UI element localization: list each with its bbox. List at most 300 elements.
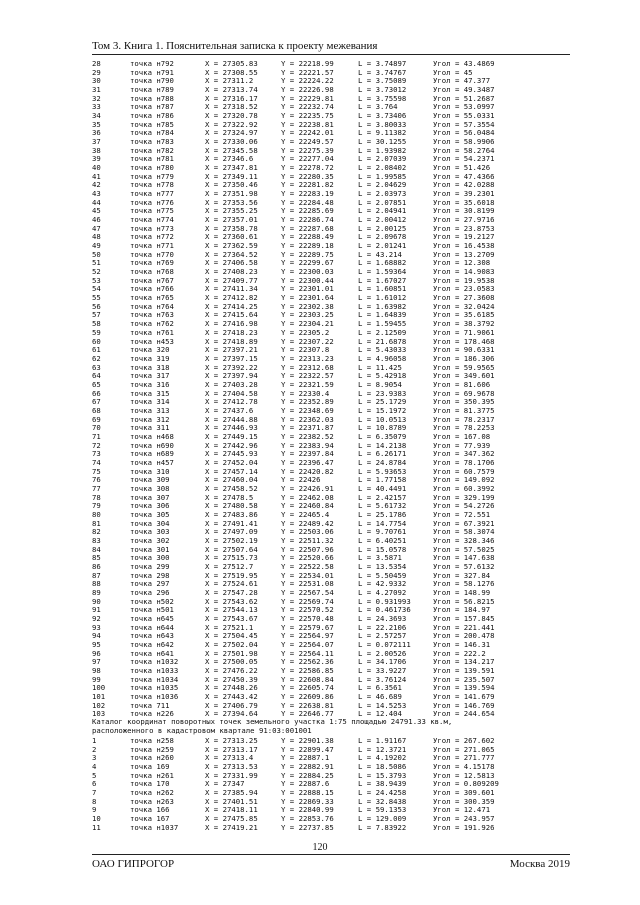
x-coordinate: X = 27515.73	[205, 553, 258, 563]
segment-length: L = 14.2138	[358, 440, 407, 450]
segment-length: L = 1.77158	[358, 475, 407, 485]
point-name: точка н785	[130, 119, 174, 129]
bearing-angle: Угол = 222.2	[433, 648, 486, 658]
point-name: точка н791	[130, 67, 174, 77]
point-name: точка н258	[130, 736, 174, 745]
y-coordinate: Y = 22348.69	[281, 405, 334, 415]
y-coordinate: Y = 22229.81	[281, 93, 334, 103]
x-coordinate: X = 27385.94	[205, 788, 258, 798]
point-name: точка н1033	[130, 666, 179, 676]
point-name: точка 312	[130, 414, 170, 424]
y-coordinate: Y = 22249.57	[281, 137, 334, 147]
point-name: точка н786	[130, 111, 174, 121]
bearing-angle: Угол = 57.6132	[433, 561, 495, 571]
bearing-angle: Угол = 16.4538	[433, 241, 495, 251]
y-coordinate: Y = 22534.01	[281, 570, 334, 580]
x-coordinate: X = 27311.2	[205, 76, 254, 86]
bearing-angle: Угол = 56.8215	[433, 596, 495, 606]
x-coordinate: X = 27524.61	[205, 579, 258, 589]
segment-length: L = 30.1255	[358, 137, 407, 147]
footer-rule	[92, 854, 570, 855]
y-coordinate: Y = 22235.75	[281, 111, 334, 121]
segment-length: L = 3.80033	[358, 119, 407, 129]
bearing-angle: Угол = 32.0424	[433, 301, 495, 311]
segment-length: L = 2.09678	[358, 232, 407, 242]
x-coordinate: X = 27324.97	[205, 128, 258, 138]
point-name: точка 313	[130, 405, 170, 415]
point-index: 2	[92, 744, 97, 754]
point-name: точка 711	[130, 700, 170, 710]
point-name: точка н766	[130, 284, 174, 294]
point-name: точка н689	[130, 449, 174, 459]
y-coordinate: Y = 22586.85	[281, 666, 334, 676]
segment-length: L = 1.59364	[358, 267, 407, 277]
point-index: 68	[92, 405, 101, 415]
segment-length: L = 42.9332	[358, 579, 407, 589]
point-name: точка 317	[130, 371, 170, 381]
y-coordinate: Y = 22277.04	[281, 154, 334, 164]
y-coordinate: Y = 22884.25	[281, 770, 334, 780]
point-name: точка 305	[130, 509, 170, 519]
page-header: Том 3. Книга 1. Пояснительная записка к проекту межевания	[92, 40, 378, 52]
point-index: 56	[92, 301, 101, 311]
point-index: 60	[92, 336, 101, 346]
point-index: 67	[92, 397, 101, 407]
segment-length: L = 1.67027	[358, 275, 407, 285]
point-index: 49	[92, 241, 101, 251]
point-index: 87	[92, 570, 101, 580]
bearing-angle: Угол = 47.4366	[433, 171, 495, 181]
y-coordinate: Y = 22280.35	[281, 171, 334, 181]
x-coordinate: X = 27512.7	[205, 561, 254, 571]
point-index: 64	[92, 371, 101, 381]
segment-length: L = 2.04941	[358, 206, 407, 216]
y-coordinate: Y = 22564.11	[281, 648, 334, 658]
segment-length: L = 9.70761	[358, 527, 407, 537]
bearing-angle: Угол = 35.6185	[433, 310, 495, 320]
bearing-angle: Угол = 57.5025	[433, 544, 495, 554]
point-name: точка н767	[130, 275, 174, 285]
x-coordinate: X = 27418.11	[205, 805, 258, 815]
point-name: точка н773	[130, 223, 174, 233]
point-index: 3	[92, 753, 97, 763]
point-name: точка н690	[130, 440, 174, 450]
x-coordinate: X = 27313.53	[205, 762, 258, 772]
bearing-angle: Угол = 349.601	[433, 371, 495, 381]
x-coordinate: X = 27313.25	[205, 736, 258, 745]
y-coordinate: Y = 22289.18	[281, 241, 334, 251]
segment-length: L = 3.75089	[358, 76, 407, 86]
x-coordinate: X = 27313.17	[205, 744, 258, 754]
bearing-angle: Угол = 141.679	[433, 692, 495, 702]
y-coordinate: Y = 22882.91	[281, 762, 334, 772]
point-index: 34	[92, 111, 101, 121]
point-index: 71	[92, 431, 101, 441]
catalog-caption	[92, 718, 572, 735]
point-name: точка н772	[130, 232, 174, 242]
y-coordinate: Y = 22564.97	[281, 631, 334, 641]
bearing-angle: Угол = 14.9083	[433, 267, 495, 277]
y-coordinate: Y = 22569.74	[281, 596, 334, 606]
x-coordinate: X = 27355.25	[205, 206, 258, 216]
point-index: 9	[92, 805, 97, 815]
segment-length: L = 5.43033	[358, 345, 407, 355]
point-name: точка 297	[130, 579, 170, 589]
segment-length: L = 5.42918	[358, 371, 407, 381]
y-coordinate: Y = 22301.01	[281, 284, 334, 294]
y-coordinate: Y = 22312.68	[281, 362, 334, 372]
point-index: 4	[92, 762, 97, 772]
segment-length: L = 0.931993	[358, 596, 411, 606]
bearing-angle: Угол = 69.9678	[433, 388, 495, 398]
segment-length: L = 2.08402	[358, 163, 407, 173]
point-index: 84	[92, 544, 101, 554]
y-coordinate: Y = 22242.01	[281, 128, 334, 138]
point-name: точка н770	[130, 249, 174, 259]
x-coordinate: X = 27347.81	[205, 163, 258, 173]
bearing-angle: Угол = 271.065	[433, 744, 495, 754]
x-coordinate: X = 27308.55	[205, 67, 258, 77]
segment-length: L = 1.60851	[358, 284, 407, 294]
y-coordinate: Y = 22321.59	[281, 379, 334, 389]
segment-length: L = 1.64839	[358, 310, 407, 320]
y-coordinate: Y = 22426	[281, 475, 321, 485]
x-coordinate: X = 27491.41	[205, 518, 258, 528]
point-name: точка н779	[130, 171, 174, 181]
x-coordinate: X = 27364.52	[205, 249, 258, 259]
point-name: точка 303	[130, 527, 170, 537]
bearing-angle: Угол = 244.654	[433, 709, 495, 719]
point-name: точка 167	[130, 814, 170, 824]
segment-length: L = 3.75598	[358, 93, 407, 103]
point-name: точка н774	[130, 215, 174, 225]
bearing-angle: Угол = 12.471	[433, 805, 491, 815]
point-name: точка н644	[130, 622, 174, 632]
point-name: точка 309	[130, 475, 170, 485]
x-coordinate: X = 27397.94	[205, 371, 258, 381]
y-coordinate: Y = 22302.38	[281, 301, 334, 311]
page-number: 120	[312, 842, 328, 853]
y-coordinate: Y = 22305.2	[281, 327, 330, 337]
y-coordinate: Y = 22426.91	[281, 483, 334, 493]
x-coordinate: X = 27362.59	[205, 241, 258, 251]
bearing-angle: Угол = 30.8199	[433, 206, 495, 216]
bearing-angle: Угол = 184.97	[433, 605, 491, 615]
x-coordinate: X = 27452.04	[205, 457, 258, 467]
x-coordinate: X = 27409.77	[205, 275, 258, 285]
segment-length: L = 5.61732	[358, 501, 407, 511]
point-name: точка н1037	[130, 822, 179, 832]
point-index: 52	[92, 267, 101, 277]
bearing-angle: Угол = 186.306	[433, 353, 495, 363]
bearing-angle: Угол = 58.3074	[433, 527, 495, 537]
x-coordinate: X = 27460.04	[205, 475, 258, 485]
y-coordinate: Y = 22638.81	[281, 700, 334, 710]
point-index: 47	[92, 223, 101, 233]
bearing-angle: Угол = 51.426	[433, 163, 491, 173]
segment-length: L = 129.009	[358, 814, 407, 824]
point-name: точка 302	[130, 535, 170, 545]
bearing-angle: Угол = 12.5813	[433, 770, 495, 780]
point-name: точка 301	[130, 544, 170, 554]
point-name: точка н259	[130, 744, 174, 754]
point-name: точка н502	[130, 596, 174, 606]
y-coordinate: Y = 22283.19	[281, 189, 334, 199]
bearing-angle: Угол = 72.551	[433, 509, 491, 519]
point-name: точка н453	[130, 336, 174, 346]
bearing-angle: Угол = 350.395	[433, 397, 495, 407]
point-name: точка 170	[130, 779, 170, 789]
x-coordinate: X = 27403.28	[205, 379, 258, 389]
x-coordinate: X = 27360.61	[205, 232, 258, 242]
segment-length: L = 2.07039	[358, 154, 407, 164]
point-name: точка н1035	[130, 683, 179, 693]
point-index: 102	[92, 700, 106, 710]
segment-length: L = 3.73012	[358, 85, 407, 95]
segment-length: L = 6.40251	[358, 535, 407, 545]
bearing-angle: Угол = 45	[433, 67, 473, 77]
point-index: 99	[92, 674, 101, 684]
point-name: точка 311	[130, 423, 170, 433]
point-index: 8	[92, 796, 97, 806]
segment-length: L = 1.68882	[358, 258, 407, 268]
segment-length: L = 33.9227	[358, 666, 407, 676]
point-index: 70	[92, 423, 101, 433]
catalog-caption-line-2: расположенного в кадастровом квартале 91:03:001001	[92, 725, 312, 735]
bearing-angle: Угол = 35.6018	[433, 197, 495, 207]
x-coordinate: X = 27445.93	[205, 449, 258, 459]
x-coordinate: X = 27406.79	[205, 700, 258, 710]
y-coordinate: Y = 22397.84	[281, 449, 334, 459]
bearing-angle: Угол = 78.2253	[433, 423, 495, 433]
y-coordinate: Y = 22221.57	[281, 67, 334, 77]
point-index: 75	[92, 466, 101, 476]
x-coordinate: X = 27411.34	[205, 284, 258, 294]
point-name: точка н761	[130, 327, 174, 337]
point-name: точка н1036	[130, 692, 179, 702]
segment-length: L = 3.74767	[358, 67, 407, 77]
coordinates-table-continued	[92, 60, 572, 719]
x-coordinate: X = 27480.58	[205, 501, 258, 511]
y-coordinate: Y = 22507.96	[281, 544, 334, 554]
x-coordinate: X = 27313.74	[205, 85, 258, 95]
point-name: точка н262	[130, 788, 174, 798]
segment-length: L = 21.6878	[358, 336, 407, 346]
point-name: точка н769	[130, 258, 174, 268]
bearing-angle: Угол = 19.9538	[433, 275, 495, 285]
bearing-angle: Угол = 39.2301	[433, 189, 495, 199]
bearing-angle: Угол = 4.15178	[433, 762, 495, 772]
point-name: точка н263	[130, 796, 174, 806]
point-index: 100	[92, 683, 106, 693]
segment-length: L = 25.1729	[358, 397, 407, 407]
bearing-angle: Угол = 139.594	[433, 683, 495, 693]
bearing-angle: Угол = 300.359	[433, 796, 495, 806]
x-coordinate: X = 27305.83	[205, 59, 258, 68]
point-name: точка н782	[130, 145, 174, 155]
y-coordinate: Y = 22489.42	[281, 518, 334, 528]
segment-length: L = 5.93653	[358, 466, 407, 476]
bearing-angle: Угол = 23.8753	[433, 223, 495, 233]
bearing-angle: Угол = 81.606	[433, 379, 491, 389]
y-coordinate: Y = 22887.6	[281, 779, 330, 789]
point-index: 46	[92, 215, 101, 225]
segment-length: L = 38.9439	[358, 779, 407, 789]
y-coordinate: Y = 22284.48	[281, 197, 334, 207]
point-index: 93	[92, 622, 101, 632]
point-name: точка н778	[130, 180, 174, 190]
x-coordinate: X = 27313.4	[205, 753, 254, 763]
point-name: точка 314	[130, 397, 170, 407]
segment-length: L = 2.00412	[358, 215, 407, 225]
bearing-angle: Угол = 58.9906	[433, 137, 495, 147]
point-index: 5	[92, 770, 97, 780]
point-name: точка 306	[130, 501, 170, 511]
bearing-angle: Угол = 90.6331	[433, 345, 495, 355]
segment-length: L = 12.404	[358, 709, 402, 719]
segment-length: L = 2.03973	[358, 189, 407, 199]
footer-organization: ОАО ГИПРОГОР	[92, 858, 175, 870]
x-coordinate: X = 27502.04	[205, 640, 258, 650]
x-coordinate: X = 27497.09	[205, 527, 258, 537]
point-name: точка н768	[130, 267, 174, 277]
point-index: 92	[92, 614, 101, 623]
segment-length: L = 4.27092	[358, 587, 407, 597]
point-index: 77	[92, 483, 101, 493]
segment-length: L = 1.59455	[358, 319, 407, 329]
y-coordinate: Y = 22300.03	[281, 267, 334, 277]
point-index: 29	[92, 67, 101, 77]
x-coordinate: X = 27521.1	[205, 622, 254, 632]
y-coordinate: Y = 22396.47	[281, 457, 334, 467]
bearing-angle: Угол = 167.08	[433, 431, 491, 441]
point-name: точка н763	[130, 310, 174, 320]
point-name: точка 318	[130, 362, 170, 372]
segment-length: L = 1.91167	[358, 736, 407, 745]
point-index: 88	[92, 579, 101, 589]
segment-length: L = 8.9054	[358, 379, 402, 389]
y-coordinate: Y = 22286.74	[281, 215, 334, 225]
segment-length: L = 3.73406	[358, 111, 407, 121]
x-coordinate: X = 27418.23	[205, 327, 258, 337]
point-index: 79	[92, 501, 101, 511]
bearing-angle: Угол = 243.957	[433, 814, 495, 824]
point-name: точка н641	[130, 648, 174, 658]
segment-length: L = 59.1353	[358, 805, 407, 815]
segment-length: L = 3.74897	[358, 59, 407, 68]
x-coordinate: X = 27347	[205, 779, 245, 789]
point-index: 38	[92, 145, 101, 155]
bearing-angle: Угол = 139.591	[433, 666, 495, 676]
point-index: 32	[92, 93, 101, 103]
point-index: 58	[92, 319, 101, 329]
x-coordinate: X = 27415.64	[205, 310, 258, 320]
x-coordinate: X = 27502.19	[205, 535, 258, 545]
y-coordinate: Y = 22301.64	[281, 293, 334, 303]
y-coordinate: Y = 22352.89	[281, 397, 334, 407]
point-index: 81	[92, 518, 101, 528]
bearing-angle: Угол = 149.092	[433, 475, 495, 485]
point-name: точка н771	[130, 241, 174, 251]
bearing-angle: Угол = 146.31	[433, 640, 491, 650]
x-coordinate: X = 27397.21	[205, 345, 258, 355]
point-index: 36	[92, 128, 101, 138]
bearing-angle: Угол = 200.478	[433, 631, 495, 641]
segment-length: L = 4.19202	[358, 753, 407, 763]
segment-length: L = 2.04629	[358, 180, 407, 190]
point-index: 83	[92, 535, 101, 545]
segment-length: L = 15.0578	[358, 544, 407, 554]
segment-length: L = 1.93982	[358, 145, 407, 155]
x-coordinate: X = 27392.22	[205, 362, 258, 372]
y-coordinate: Y = 22579.67	[281, 622, 334, 632]
point-index: 40	[92, 163, 101, 173]
x-coordinate: X = 27476.22	[205, 666, 258, 676]
segment-length: L = 14.5253	[358, 700, 407, 710]
point-name: точка н784	[130, 128, 174, 138]
point-name: точка 316	[130, 379, 170, 389]
bearing-angle: Угол = 19.2127	[433, 232, 495, 242]
point-name: точка н780	[130, 163, 174, 173]
point-index: 91	[92, 605, 101, 615]
x-coordinate: X = 27418.89	[205, 336, 258, 346]
x-coordinate: X = 27346.6	[205, 154, 254, 164]
y-coordinate: Y = 22289.75	[281, 249, 334, 259]
point-name: точка н777	[130, 189, 174, 199]
y-coordinate: Y = 22901.38	[281, 736, 334, 745]
point-name: точка 307	[130, 492, 170, 502]
segment-length: L = 32.8438	[358, 796, 407, 806]
y-coordinate: Y = 22278.72	[281, 163, 334, 173]
bearing-angle: Угол = 235.507	[433, 674, 495, 684]
x-coordinate: X = 27320.78	[205, 111, 258, 121]
x-coordinate: X = 27412.78	[205, 397, 258, 407]
segment-length: L = 2.07851	[358, 197, 407, 207]
bearing-angle: Угол = 54.2371	[433, 154, 495, 164]
y-coordinate: Y = 22608.84	[281, 674, 334, 684]
point-name: точка н776	[130, 197, 174, 207]
x-coordinate: X = 27544.13	[205, 605, 258, 615]
y-coordinate: Y = 22330.4	[281, 388, 330, 398]
x-coordinate: X = 27547.28	[205, 587, 258, 597]
point-index: 39	[92, 154, 101, 164]
bearing-angle: Угол = 23.0583	[433, 284, 495, 294]
point-name: точка 296	[130, 587, 170, 597]
x-coordinate: X = 27316.17	[205, 93, 258, 103]
x-coordinate: X = 27353.56	[205, 197, 258, 207]
bearing-angle: Угол = 56.0484	[433, 128, 495, 138]
header-rule	[92, 54, 570, 55]
table-row	[92, 824, 572, 833]
point-index: 95	[92, 640, 101, 650]
x-coordinate: X = 27443.42	[205, 692, 258, 702]
y-coordinate: Y = 22299.67	[281, 258, 334, 268]
point-index: 1	[92, 736, 97, 745]
y-coordinate: Y = 22840.99	[281, 805, 334, 815]
x-coordinate: X = 27543.67	[205, 614, 258, 623]
segment-length: L = 3.76124	[358, 674, 407, 684]
y-coordinate: Y = 22300.44	[281, 275, 334, 285]
point-index: 66	[92, 388, 101, 398]
point-index: 65	[92, 379, 101, 389]
y-coordinate: Y = 22307.8	[281, 345, 330, 355]
point-name: точка 300	[130, 553, 170, 563]
y-coordinate: Y = 22887.1	[281, 753, 330, 763]
point-name: точка н762	[130, 319, 174, 329]
point-index: 82	[92, 527, 101, 537]
point-name: точка н261	[130, 770, 174, 780]
y-coordinate: Y = 22646.77	[281, 709, 334, 719]
